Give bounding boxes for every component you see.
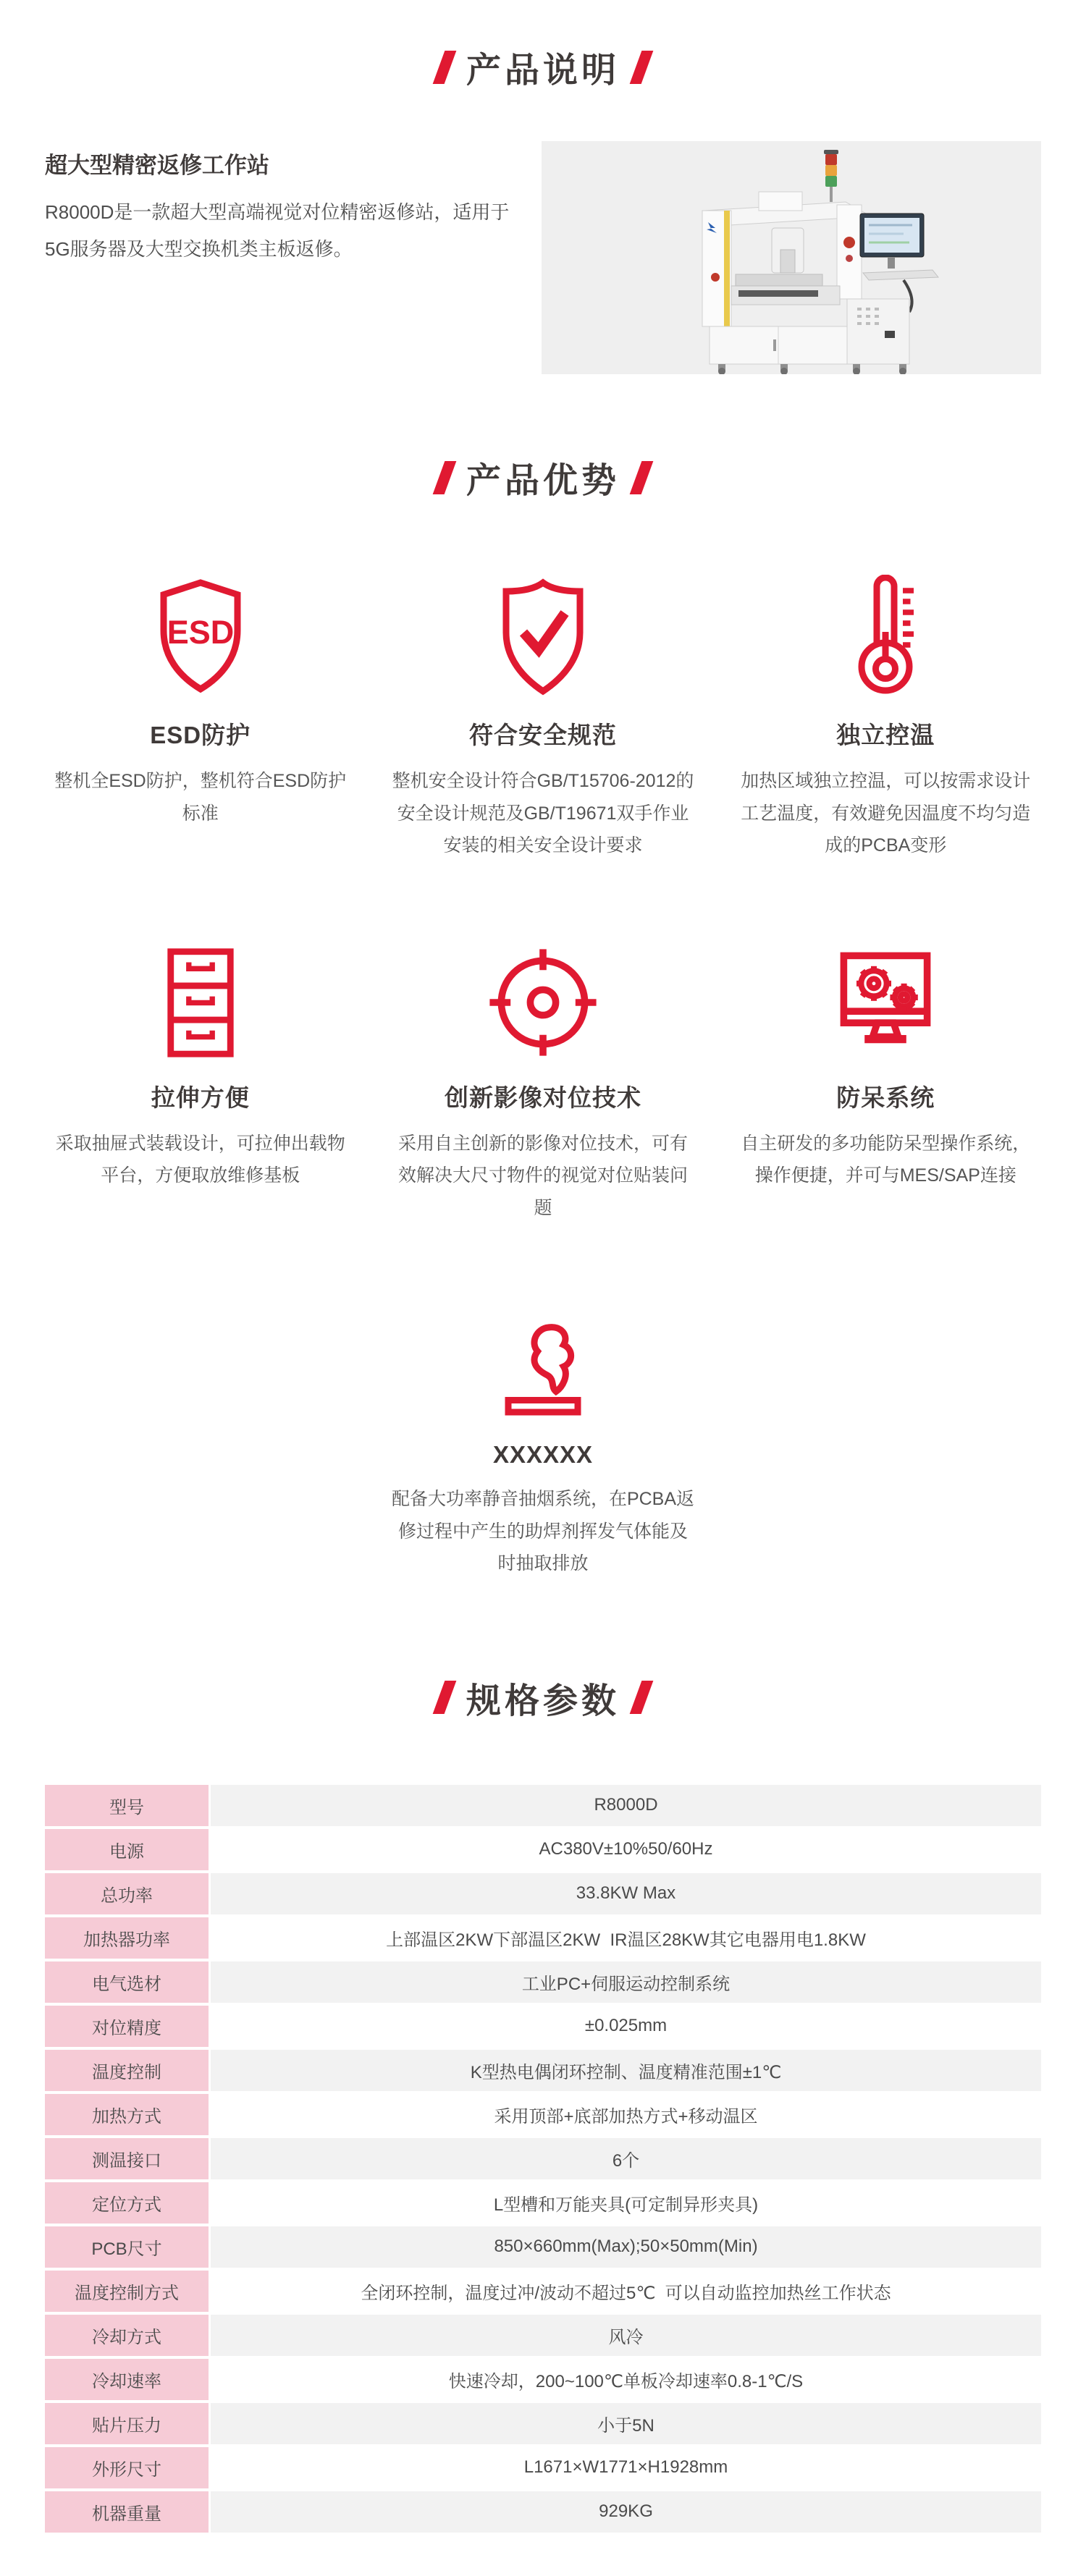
section-title-text: 产品说明 — [466, 51, 620, 90]
svg-text:ESD: ESD — [167, 614, 234, 651]
table-row — [45, 1873, 1041, 1914]
product-photo — [542, 141, 1041, 374]
section-title-advantages — [0, 452, 1086, 502]
spec-label-cell: 电源 — [45, 1829, 209, 1870]
spec-label-cell: 总功率 — [45, 1873, 209, 1914]
spec-label-cell: 型号 — [45, 1785, 209, 1826]
feature-text: 配备大功率静音抽烟系统，在PCBA返修过程中产生的助焊剂挥发气体能及时抽取排放 — [391, 1489, 695, 1574]
spec-label-cell: PCB尺寸 — [45, 2226, 209, 2268]
section-title-text: 规格参数 — [466, 1681, 620, 1720]
table-row — [45, 1829, 1041, 1870]
feature-title: 拉伸方便 — [151, 1084, 250, 1111]
spec-value-cell: 小于5N — [211, 2403, 1041, 2444]
table-row — [45, 2050, 1041, 2091]
feature-title: 防呆系统 — [836, 1084, 935, 1111]
spec-label-cell: 冷却速率 — [45, 2359, 209, 2400]
spec-value-cell: 快速冷却，200~100℃单板冷却速率0.8-1℃/S — [211, 2359, 1041, 2400]
spec-label-cell: 电气选材 — [45, 1961, 209, 2003]
drawer-cabinet-icon — [158, 932, 243, 1060]
spec-label-cell: 机器重量 — [45, 2491, 209, 2533]
feature-esd — [29, 569, 371, 862]
spec-value-cell: L1671×W1771×H1928mm — [211, 2447, 1041, 2488]
section-title-text: 产品优势 — [466, 462, 620, 500]
table-row — [45, 2359, 1041, 2400]
section-title-description — [0, 42, 1086, 92]
feature-text: 采用自主创新的影像对位技术，可有效解决大尺寸物件的视觉对位贴装问题 — [397, 1133, 688, 1218]
spec-value-cell: 上部温区2KW下部温区2KW IR温区28KW其它电器用电1.8KW — [211, 1917, 1041, 1959]
red-slash-icon — [433, 51, 457, 84]
spec-value-cell: 全闭环控制，温度过冲/波动不超过5℃ 可以自动监控加热丝工作状态 — [211, 2271, 1041, 2312]
table-row — [45, 2006, 1041, 2047]
table-row — [45, 1961, 1041, 2003]
spec-value-cell: K型热电偶闭环控制、温度精准范围±1℃ — [211, 2050, 1041, 2091]
red-slash-icon — [630, 1681, 654, 1714]
spec-value-cell: 929KG — [211, 2491, 1041, 2533]
spec-table — [45, 1785, 1041, 2576]
shield-check-icon — [489, 569, 597, 698]
thermometer-icon — [853, 569, 918, 698]
spec-label-cell: 温度控制 — [45, 2050, 209, 2091]
feature-foolproof — [715, 932, 1057, 1225]
spec-label-cell: 贴片压力 — [45, 2403, 209, 2444]
table-row — [45, 1785, 1041, 1826]
spec-value-cell: 风冷 — [211, 2315, 1041, 2356]
section-title-specs — [0, 1673, 1086, 1723]
feature-title: XXXXXX — [492, 1441, 594, 1468]
feature-smoke-extraction — [371, 1293, 714, 1580]
esd-shield-icon — [146, 569, 255, 698]
product-description: R8000D是一款超大型高端视觉对位精密返修站，适用于5G服务器及大型交换机类主板返修。 — [45, 201, 510, 260]
spec-value-cell: ±0.025mm — [211, 2006, 1041, 2047]
table-row — [45, 2138, 1041, 2179]
spec-value-cell: 工业PC+伺服运动控制系统 — [211, 1961, 1041, 2003]
red-slash-icon — [433, 1681, 457, 1714]
spec-value-cell: 33.8KW Max — [211, 1873, 1041, 1914]
spec-value-cell: 6个 — [211, 2138, 1041, 2179]
feature-title: ESD防护 — [150, 722, 251, 748]
red-slash-icon — [433, 461, 457, 494]
feature-text: 自主研发的多功能防呆型操作系统，操作便捷，并可与MES/SAP连接 — [741, 1133, 1031, 1186]
feature-text: 整机安全设计符合GB/T15706-2012的安全设计规范及GB/T19671双手作业安装的相关安全设计要求 — [392, 771, 694, 856]
smoke-extraction-icon — [489, 1293, 597, 1422]
spec-value-cell: 850×660mm(Max);50×50mm(Min) — [211, 2226, 1041, 2268]
feature-drawer — [29, 932, 371, 1225]
features-grid — [29, 569, 1057, 1580]
table-row — [45, 2094, 1041, 2135]
description-block — [45, 141, 1041, 374]
spec-label-cell: 加热方式 — [45, 2094, 209, 2135]
spec-label-cell: 对位精度 — [45, 2006, 209, 2047]
spec-label-cell: 定位方式 — [45, 2182, 209, 2224]
table-row — [45, 2315, 1041, 2356]
spec-label-cell: 温度控制方式 — [45, 2271, 209, 2312]
table-row — [45, 2447, 1041, 2488]
feature-vision — [371, 932, 714, 1225]
feature-text: 采取抽屉式装载设计，可拉伸出载物平台，方便取放维修基板 — [55, 1133, 345, 1186]
spec-value-cell: R8000D — [211, 1785, 1041, 1826]
spec-label-cell: 冷却方式 — [45, 2315, 209, 2356]
feature-title: 创新影像对位技术 — [445, 1084, 641, 1111]
crosshair-target-icon — [485, 932, 601, 1060]
spec-value-cell: AC380V±10%50/60Hz — [211, 1829, 1041, 1870]
spec-label-cell: 测温接口 — [45, 2138, 209, 2179]
feature-temperature — [715, 569, 1057, 862]
feature-safety — [371, 569, 714, 862]
monitor-gears-icon — [828, 932, 943, 1060]
table-row — [45, 2403, 1041, 2444]
red-slash-icon — [630, 461, 654, 494]
table-row — [45, 1917, 1041, 1959]
product-name-heading: 超大型精密返修工作站 — [45, 153, 269, 178]
table-row — [45, 2226, 1041, 2268]
spec-label-cell: 加热器功率 — [45, 1917, 209, 1959]
spec-label-cell: 外形尺寸 — [45, 2447, 209, 2488]
spec-value-cell: 采用顶部+底部加热方式+移动温区 — [211, 2094, 1041, 2135]
description-text — [45, 141, 523, 267]
feature-text: 整机全ESD防护，整机符合ESD防护标准 — [54, 771, 347, 824]
feature-title: 符合安全规范 — [469, 722, 617, 748]
table-row — [45, 2491, 1041, 2533]
table-row — [45, 2271, 1041, 2312]
feature-text: 加热区域独立控温，可以按需求设计工艺温度，有效避免因温度不均匀造成的PCBA变形 — [741, 771, 1031, 856]
feature-title: 独立控温 — [836, 722, 935, 748]
spec-value-cell: L型槽和万能夹具(可定制异形夹具) — [211, 2182, 1041, 2224]
machine-illustration — [542, 141, 1041, 374]
table-row — [45, 2182, 1041, 2224]
red-slash-icon — [630, 51, 654, 84]
